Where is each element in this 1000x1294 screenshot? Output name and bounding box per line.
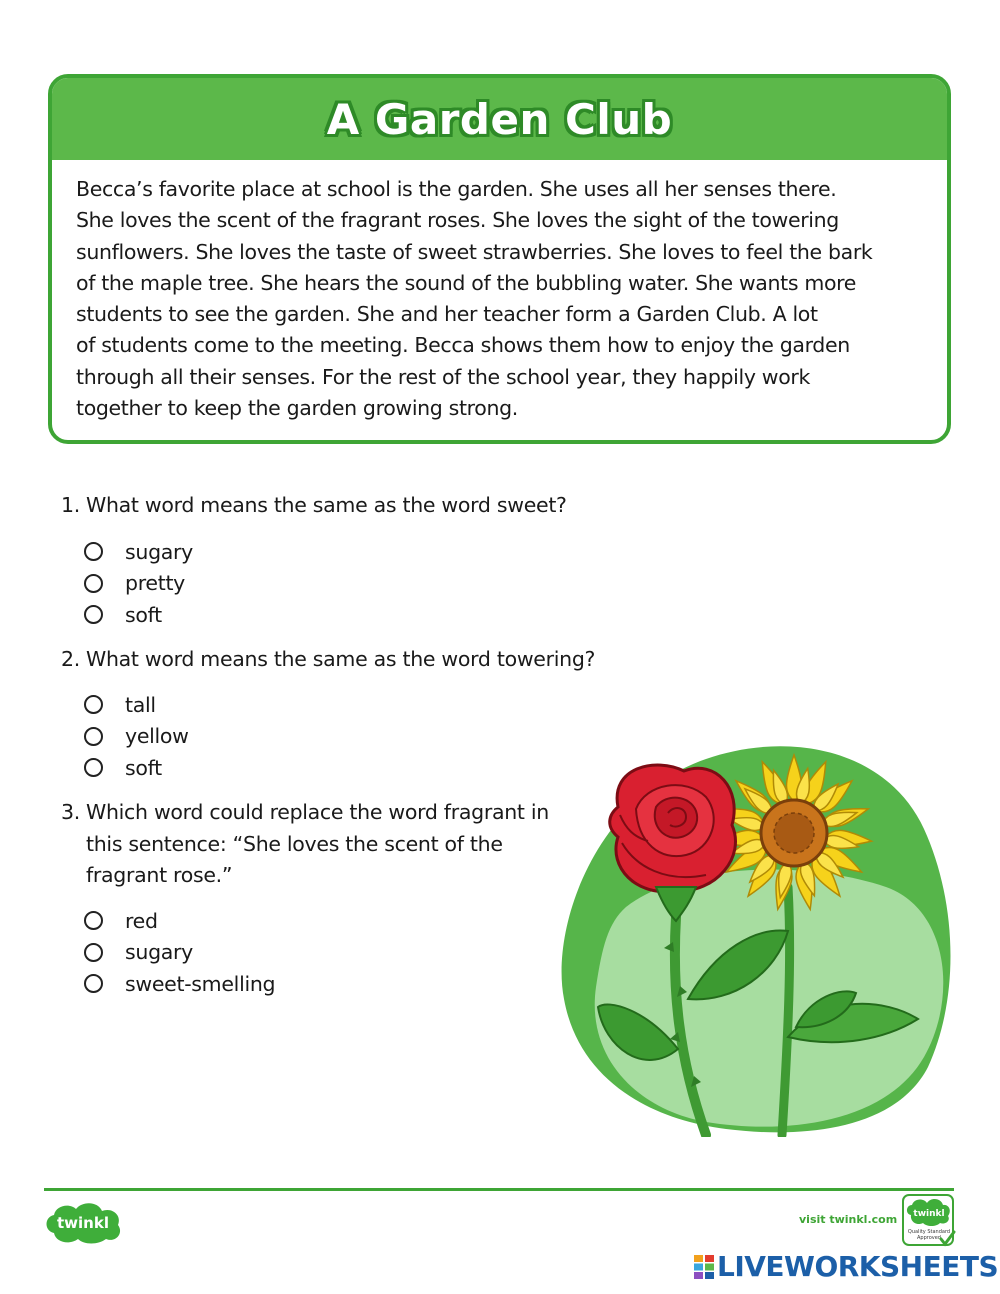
question-text <box>86 644 596 676</box>
option-label: sugary <box>125 940 194 965</box>
option-soft[interactable] <box>84 752 189 784</box>
radio-circle[interactable] <box>84 695 103 714</box>
liveworksheets-text: LIVEWORKSHEETS <box>717 1250 999 1283</box>
rose-bloom <box>610 765 736 892</box>
story-line: through all their senses. For the rest of the school year, they happily work <box>76 364 811 389</box>
light-green-blob <box>595 870 944 1127</box>
option-label: sugary <box>125 539 194 564</box>
radio-circle[interactable] <box>84 605 103 624</box>
story-line: She loves the scent of the fragrant roses. She loves the sight of the towering <box>76 208 839 233</box>
option-sweet-smelling[interactable] <box>84 968 275 1000</box>
footer-divider <box>44 1188 954 1191</box>
option-soft[interactable] <box>84 599 193 631</box>
option-yellow[interactable] <box>84 721 189 753</box>
story-line: of the maple tree. She hears the sound of the bubbling water. She wants more <box>76 270 857 295</box>
question-number: 3. <box>61 800 80 824</box>
question-line: Which word could replace the word fragrant in <box>86 800 549 824</box>
visit-twinkl-link[interactable]: visit twinkl.com <box>799 1213 898 1226</box>
question-1-options <box>84 536 193 631</box>
option-sugary[interactable] <box>84 937 275 969</box>
story-header <box>52 78 947 160</box>
story-line: together to keep the garden growing strong. <box>76 396 518 421</box>
sunflower-center-inner <box>774 813 814 853</box>
radio-circle[interactable] <box>84 758 103 777</box>
radio-circle[interactable] <box>84 911 103 930</box>
option-sugary[interactable] <box>84 536 193 568</box>
question-number: 1. <box>61 493 80 517</box>
liveworksheets-watermark <box>693 1250 998 1283</box>
option-label: soft <box>125 755 162 780</box>
question-number: 2. <box>61 647 80 671</box>
question-3-options <box>84 905 275 1000</box>
option-label: yellow <box>125 724 189 749</box>
question-text <box>86 797 596 892</box>
twinkl-logo <box>44 1199 124 1245</box>
option-label: red <box>125 908 158 933</box>
story-line: sunflowers. She loves the taste of sweet strawberries. She loves to feel the bark <box>76 239 873 264</box>
question-line: What word means the same as the word towering? <box>86 647 596 671</box>
badge-line1: Quality Standard <box>907 1229 951 1235</box>
story-line: students to see the garden. She and her teacher form a Garden Club. A lot <box>76 302 818 327</box>
story-line: Becca’s favorite place at school is the garden. She uses all her senses there. <box>76 177 837 201</box>
badge-brand: twinkl <box>913 1209 945 1219</box>
option-red[interactable] <box>84 905 275 937</box>
story-box <box>48 74 951 444</box>
option-tall[interactable] <box>84 689 189 721</box>
radio-circle[interactable] <box>84 727 103 746</box>
quality-badge <box>901 1193 957 1249</box>
question-line: fragrant rose.” <box>86 863 233 887</box>
radio-circle[interactable] <box>84 974 103 993</box>
question-text <box>86 490 596 522</box>
radio-circle[interactable] <box>84 943 103 962</box>
badge-line2: Approved <box>917 1235 941 1241</box>
question-2-options <box>84 689 189 784</box>
option-pretty[interactable] <box>84 568 193 600</box>
story-title: A Garden Club <box>326 94 673 144</box>
question-line: What word means the same as the word sweet? <box>86 493 567 517</box>
option-label: soft <box>125 602 162 627</box>
radio-circle[interactable] <box>84 574 103 593</box>
option-label: pretty <box>125 571 186 596</box>
story-line: of students come to the meeting. Becca shows them how to enjoy the garden <box>76 333 850 358</box>
rose-sunflower-illustration <box>556 737 966 1137</box>
radio-circle[interactable] <box>84 542 103 561</box>
story-text <box>52 160 947 424</box>
question-line: this sentence: “She loves the scent of the <box>86 831 503 856</box>
option-label: tall <box>125 692 156 717</box>
logo-text: twinkl <box>57 1214 109 1232</box>
liveworksheets-cubes-icon <box>693 1254 715 1280</box>
option-label: sweet-smelling <box>125 971 276 996</box>
